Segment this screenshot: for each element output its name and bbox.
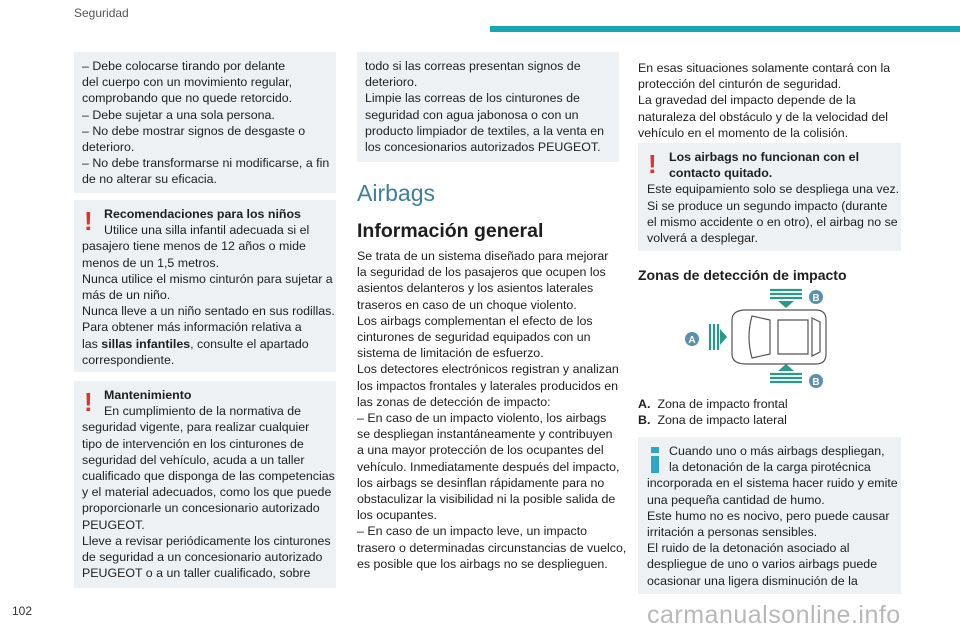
text-line: de seguridad a un concesionario autorizado: [82, 550, 323, 565]
impact-zones-diagram: [680, 284, 830, 390]
text-line: ocasionar una ligera disminución de la: [647, 573, 858, 588]
text-line: deterioro.: [365, 75, 418, 90]
text-line: asientos delanteros y los asientos laterales: [357, 281, 594, 296]
zone-label-b: B: [812, 377, 820, 388]
belt-cleaning-box: [357, 52, 619, 162]
text-line: sistema de limitación de esfuerzo.: [357, 346, 544, 361]
legend-item: [638, 412, 788, 428]
legend-key: B.: [638, 413, 651, 428]
box-title: Mantenimiento: [104, 388, 192, 402]
watermark: carmanualsonline.info: [647, 601, 901, 629]
text-line: los airbags se desinflan rápidamente para no: [357, 475, 605, 490]
warning-icon: !: [648, 149, 657, 179]
text-line: seguridad del vehículo, acuda a un taller: [82, 452, 305, 467]
info-icon-bar: [651, 456, 659, 473]
text-line: protección del cinturón de seguridad.: [638, 77, 842, 92]
legend-text: Zona de impacto lateral: [657, 413, 787, 428]
text-line: los impactos frontales y laterales producidos en: [357, 378, 619, 393]
text-line: Cuando uno o más airbags despliegan,: [669, 444, 885, 458]
text-line: – Debe sujetar a una sola persona.: [82, 107, 275, 122]
text-line: Este equipamiento solo se despliega una vez.: [647, 182, 900, 197]
text-line: naturaleza del obstáculo y de la velocidad del: [638, 109, 889, 124]
text-line: Limpie las correas de los cinturones de: [365, 91, 580, 106]
text-line: La gravedad del impacto depende de la: [638, 93, 856, 108]
text-line: seguridad vigente, para realizar cualquier: [82, 420, 310, 435]
text-line: En esas situaciones solamente contará con la: [638, 61, 891, 75]
text-line: trasero o determinadas circunstancias de vuelco,: [357, 540, 627, 555]
text-line: traseros en caso de un choque violento.: [357, 297, 577, 312]
text-line: se despliegan instantáneamente y contribuyen: [357, 427, 613, 442]
lateral-impact-lines-bottom: [770, 374, 802, 382]
page-number: 102: [12, 604, 33, 618]
text-line: las zonas de detección de impacto:: [357, 394, 551, 409]
zone-label-a: A: [688, 335, 696, 346]
maintenance-box: [74, 381, 336, 588]
arrow-right-icon: [720, 329, 727, 345]
arrow-up-icon: [778, 364, 794, 371]
text-line: – En caso de un impacto violento, los airbags: [357, 411, 607, 426]
text-line: producto limpiador de textiles, a la venta en: [365, 123, 605, 138]
zone-label-b: B: [812, 293, 820, 304]
text-line: pasajero tiene menos de 12 años o mide: [82, 239, 306, 254]
text-line: menos de un 1,5 metros.: [82, 255, 220, 270]
info-icon-dot: [651, 447, 659, 453]
text-line: PEUGEOT o a un taller cualificado, sobre: [82, 566, 311, 581]
text-line: los concesionarios autorizados PEUGEOT.: [365, 140, 601, 155]
frontal-impact-lines: [710, 324, 718, 350]
text-line: los ocupantes.: [357, 508, 437, 523]
text-line: Este humo no es nocivo, pero puede causar: [647, 508, 890, 523]
text-line: cinturones de seguridad equipados con un: [357, 330, 591, 345]
text-line: Lleve a revisar periódicamente los cinturones: [82, 533, 331, 548]
text-fragment: , consulte el apartado: [190, 336, 309, 351]
detonation-info-box: [638, 437, 901, 594]
text-line: irritación a personas sensibles.: [647, 525, 818, 540]
text-line: – En caso de un impacto leve, un impacto: [357, 524, 588, 539]
box-title: Los airbags no funcionan con el: [669, 150, 860, 164]
section-title: Seguridad: [74, 6, 129, 20]
text-line: y el material adecuados, como los que puede: [82, 485, 332, 500]
arrow-down-icon: [778, 301, 794, 308]
text-line: seguridad con agua jabonosa o con un: [365, 107, 579, 122]
text-line: Nunca utilice el mismo cinturón para sujetar a: [82, 271, 333, 286]
text-line: comprobando que no quede retorcido.: [82, 91, 293, 106]
text-line: correspondiente.: [82, 352, 175, 367]
text-line: cualificado que disponga de las competencias: [82, 469, 335, 484]
text-line: Los airbags complementan el efecto de los: [357, 313, 593, 328]
text-fragment: las: [82, 336, 102, 351]
legend-key: A.: [638, 397, 651, 411]
text-line: [82, 336, 328, 352]
text-line: Los detectores electrónicos registran y analizan: [357, 362, 619, 377]
text-line: es posible que los airbags no se desplieguen.: [357, 556, 608, 571]
severity-paragraph: [638, 60, 918, 141]
diagram-legend: [638, 396, 788, 428]
text-line: una pequeña cantidad de humo.: [647, 492, 825, 507]
text-line: proporcionarle un concesionario autorizado: [82, 501, 320, 516]
text-line: volverá a desplegar.: [647, 231, 758, 246]
text-line: – No debe transformarse ni modificarse, a fin: [82, 156, 330, 171]
text-line: vehículo. Inmediatamente después del impacto,: [357, 459, 620, 474]
legend-item: [638, 396, 788, 412]
text-line: vehículo en el momento de la colisión.: [638, 125, 849, 140]
text-line: En cumplimiento de la normativa de: [104, 404, 301, 419]
text-line: despliegue de uno o varios airbags puede: [647, 557, 878, 572]
text-line: más de un niño.: [82, 288, 171, 303]
text-line: tipo de intervención en los cinturones de: [82, 436, 304, 451]
text-line: la seguridad de los pasajeros que ocupen los: [357, 265, 606, 280]
text-line: PEUGEOT.: [82, 517, 145, 532]
child-seats-link-text: sillas infantiles: [101, 336, 191, 351]
detection-zones-heading: Zonas de detección de impacto: [638, 267, 847, 283]
children-recommendations-box: [74, 200, 336, 372]
text-line: – Debe colocarse tirando por delante: [82, 59, 286, 73]
text-line: incorporada en el sistema hacer ruido y emite: [647, 476, 898, 491]
warning-icon: !: [84, 206, 93, 236]
text-line: Se trata de un sistema diseñado para mejorar: [357, 249, 609, 263]
belt-rules-box: [74, 52, 336, 193]
car-top-view-icon: [732, 310, 826, 364]
box-title: Recomendaciones para los niños: [104, 207, 301, 221]
text-line: Nunca lleve a un niño sentado en sus rodillas.: [82, 304, 335, 319]
text-line: todo si las correas presentan signos de: [365, 59, 581, 73]
text-line: deterioro.: [82, 140, 135, 155]
text-line: la detonación de la carga pirotécnica: [669, 460, 871, 475]
text-line: Para obtener más información relativa a: [82, 320, 302, 335]
header-accent-bar: [490, 26, 960, 32]
airbags-heading: Airbags: [357, 180, 435, 206]
text-line: – No debe mostrar signos de desgaste o: [82, 123, 306, 138]
text-line: El ruido de la detonación asociado al: [647, 541, 850, 556]
info-icon: [651, 447, 659, 473]
lateral-impact-lines-top: [770, 290, 802, 298]
box-title: contacto quitado.: [669, 166, 773, 181]
airbag-warning-box: [638, 143, 901, 251]
text-line: del cuerpo con un movimiento regular,: [82, 75, 293, 90]
general-info-body: [357, 248, 627, 572]
text-line: Si se produce un segundo impacto (durante: [647, 198, 888, 213]
warning-icon: !: [84, 387, 93, 417]
text-line: de no alterar su eficacia.: [82, 172, 217, 187]
text-line: obstaculizar la visibilidad ni la posible salida de: [357, 492, 616, 507]
legend-text: Zona de impacto frontal: [657, 397, 788, 411]
text-line: el mismo accidente o en otro), el airbag no se: [647, 214, 898, 229]
general-info-heading: Información general: [357, 220, 544, 242]
text-line: Utilice una silla infantil adecuada si el: [104, 223, 310, 238]
text-line: a una mayor protección de los ocupantes del: [357, 443, 604, 458]
